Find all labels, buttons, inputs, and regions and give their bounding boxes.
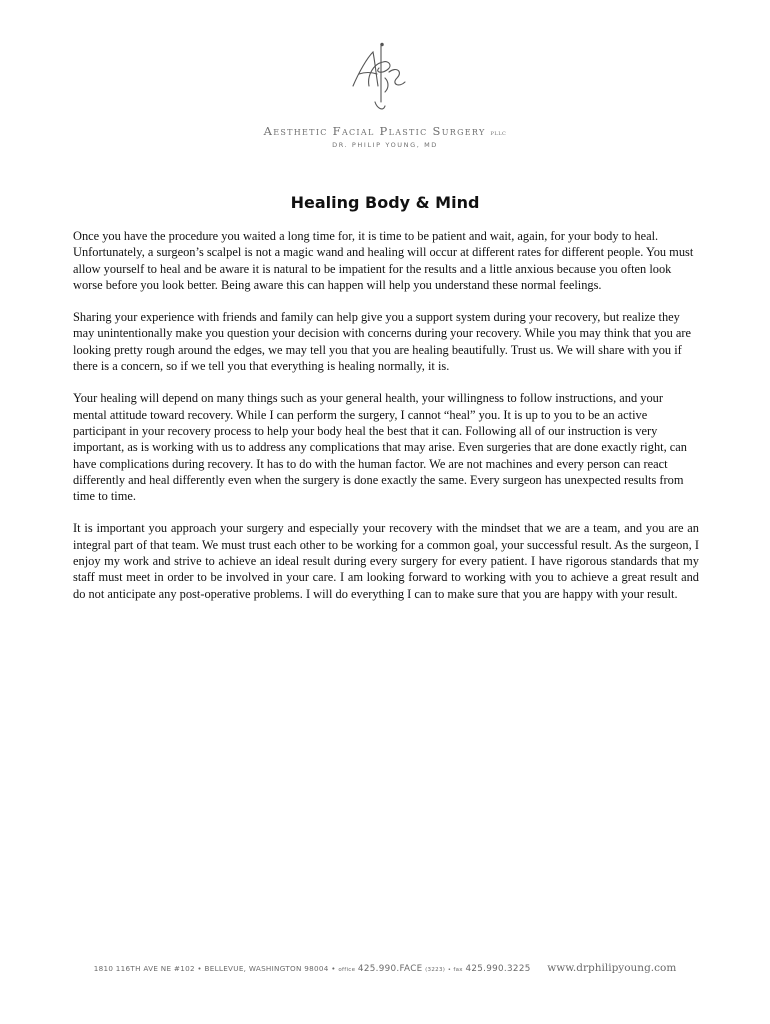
afps-monogram-logo bbox=[345, 42, 415, 114]
paragraph-2: Sharing your experience with friends and family can help give you a support system during your recovery, but realize they may unintentionally make you question your decision with concerns during your recovery. While you may think that you are looking pretty rough around the edges, we may tell you that you are healing beautifully. Trust us. We will share with you if there is a concern, so if we tell you that everything is healing normally, it is. bbox=[73, 310, 692, 374]
footer-website[interactable]: www.drphilipyoung.com bbox=[547, 962, 677, 974]
paragraph-4: It is important you approach your surgery and especially your recovery with the mindset that we are a team, and you are an integral part of that team. We must trust each other to be working for a common goal, your successful result. As the surgeon, I enjoy my work and strive to achieve an ideal result during every surgery for every patient. I have rigorous standards that my staff must meet in order to be involved in your care. I am looking forward to working with you to achieve a great result and do not anticipate any post-operative problems. I will do everything I can to make sure that you are happy with your result. bbox=[73, 521, 699, 601]
footer-address: 1810 116TH AVE NE #102 • BELLEVUE, WASHINGTON 98004 • bbox=[93, 964, 336, 973]
company-name bbox=[0, 124, 770, 138]
paragraph-1: Once you have the procedure you waited a long time for, it is time to be patient and wait, again, for your body to heal. Unfortunately, a surgeon’s scalpel is not a magic wand and healing will occur at different rates for different people. You must allow yourself to heal and be aware it is natural to be impatient for the results and a little anxious because you often look worse before you look better. Being aware this can happen will help you understand these normal feelings. bbox=[73, 229, 694, 292]
company-suffix: pllc bbox=[490, 129, 507, 137]
footer-fax-label: • fax bbox=[447, 967, 463, 973]
footer-contact bbox=[0, 962, 770, 974]
document-title: Healing Body & Mind bbox=[290, 193, 480, 212]
paragraph-3: Your healing will depend on many things such as your general health, your willingness to follow instructions, and your mental attitude toward recovery. While I can perform the surgery, I cannot “heal” you. It is up to you to be an active participant in your recovery process to help your body heal the best that it can. Following all of our instruction is very important, as is working with us to address any complications that may arise. Even surgeries that are done exactly right, can have complications during recovery. It has to do with the human factor. We are not machines and every person can react differently and heal differently even when the surgery is done exactly the same. Every surgeon has unexpected results from time to time. bbox=[73, 391, 687, 504]
document-body bbox=[73, 228, 699, 618]
footer-office-label: office bbox=[338, 967, 356, 973]
company-name-text: Aesthetic Facial Plastic Surgery bbox=[263, 124, 486, 138]
footer-office-alt: (3223) bbox=[425, 967, 446, 973]
footer-office-number: 425.990.FACE bbox=[357, 964, 423, 974]
footer-fax-number: 425.990.3225 bbox=[465, 964, 531, 974]
doctor-name: DR. PHILIP YOUNG, MD bbox=[332, 141, 438, 149]
